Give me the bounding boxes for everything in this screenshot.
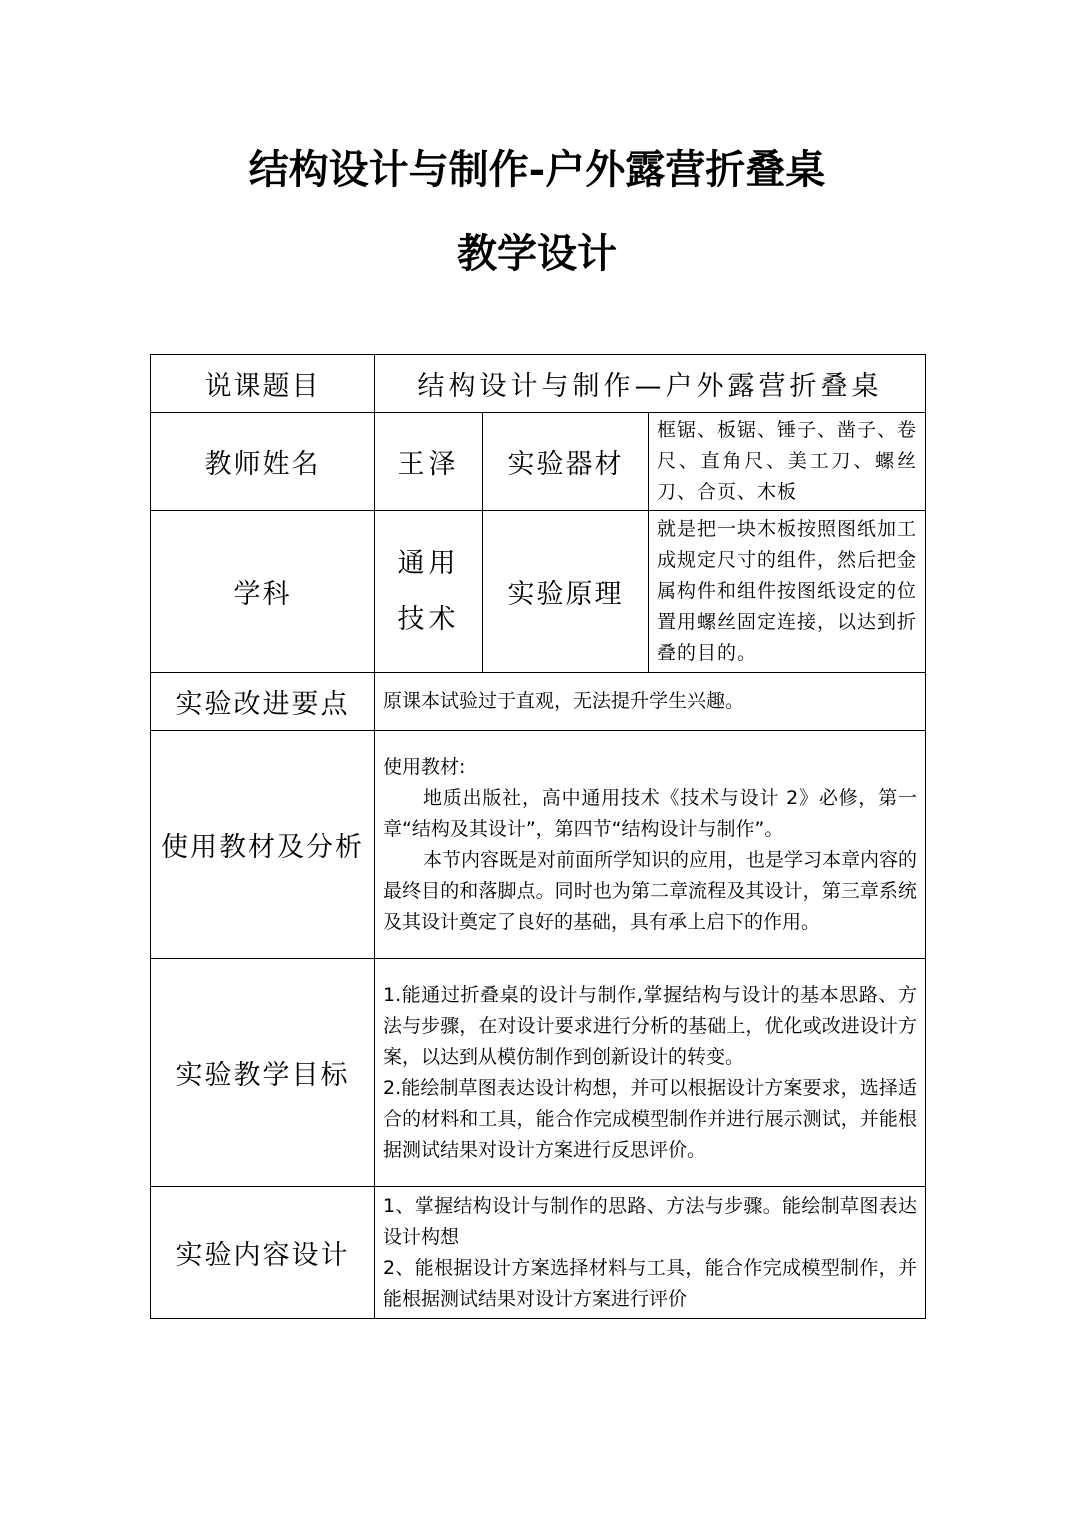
table-row [151, 1187, 926, 1319]
content-item: 1、掌握结构设计与制作的思路、方法与步骤。能绘制草图表达设计构想 [383, 1194, 918, 1248]
goal-item: 1.能通过折叠桌的设计与制作,掌握结构与设计的基本思路、方法与步骤，在对设计要求进行分析的基础上，优化或改进设计方案，以达到从模仿制作到创新设计的转变。 [383, 983, 918, 1068]
goal-item: 2.能绘制草图表达设计构想，并可以根据设计方案要求，选择适合的材料和工具，能合作完成模型制作并进行展示测试，并能根据测试结果对设计方案进行反思评价。 [383, 1076, 918, 1161]
goals-label: 实验教学目标 [151, 959, 375, 1187]
table-row [151, 355, 926, 413]
topic-label: 说课题目 [151, 355, 375, 413]
equipment-label: 实验器材 [483, 413, 649, 511]
goals-value [375, 959, 926, 1187]
table-row [151, 673, 926, 731]
textbook-intro: 使用教材: [383, 755, 466, 778]
subject-value-line1: 通用 [397, 547, 460, 579]
principle-label: 实验原理 [483, 511, 649, 673]
table-row [151, 511, 926, 673]
improvement-label: 实验改进要点 [151, 673, 375, 731]
teacher-label: 教师姓名 [151, 413, 375, 511]
subject-value [375, 511, 483, 673]
table-row [151, 731, 926, 959]
topic-value: 结构设计与制作—户外露营折叠桌 [375, 355, 926, 413]
document-subtitle: 教学设计 [457, 230, 617, 277]
teacher-value: 王泽 [375, 413, 483, 511]
lesson-plan-table [150, 354, 926, 1319]
improvement-value: 原课本试验过于直观，无法提升学生兴趣。 [375, 673, 926, 731]
table-row [151, 959, 926, 1187]
principle-value: 就是把一块木板按照图纸加工成规定尺寸的组件，然后把金属构件和组件按图纸设定的位置用螺丝固定连接，以达到折叠的目的。 [649, 511, 926, 673]
content-item: 2、能根据设计方案选择材料与工具，能合作完成模型制作，并能根据测试结果对设计方案进行评价 [383, 1256, 918, 1310]
equipment-value: 框锯、板锯、锤子、凿子、卷尺、直角尺、美工刀、螺丝刀、合页、木板 [649, 413, 926, 511]
content-value [375, 1187, 926, 1319]
textbook-paragraph: 地质出版社，高中通用技术《技术与设计 2》必修，第一章“结构及其设计”，第四节“结构设计与制作”。 [383, 786, 918, 840]
document-title: 结构设计与制作-户外露营折叠桌 [248, 146, 826, 193]
content-label: 实验内容设计 [151, 1187, 375, 1319]
textbook-label: 使用教材及分析 [151, 731, 375, 959]
subject-label: 学科 [151, 511, 375, 673]
table-row [151, 413, 926, 511]
textbook-value [375, 731, 926, 959]
subject-value-line2: 技术 [397, 603, 460, 635]
textbook-paragraph: 本节内容既是对前面所学知识的应用，也是学习本章内容的最终目的和落脚点。同时也为第二章流程及其设计，第三章系统及其设计奠定了良好的基础，具有承上启下的作用。 [383, 848, 918, 933]
